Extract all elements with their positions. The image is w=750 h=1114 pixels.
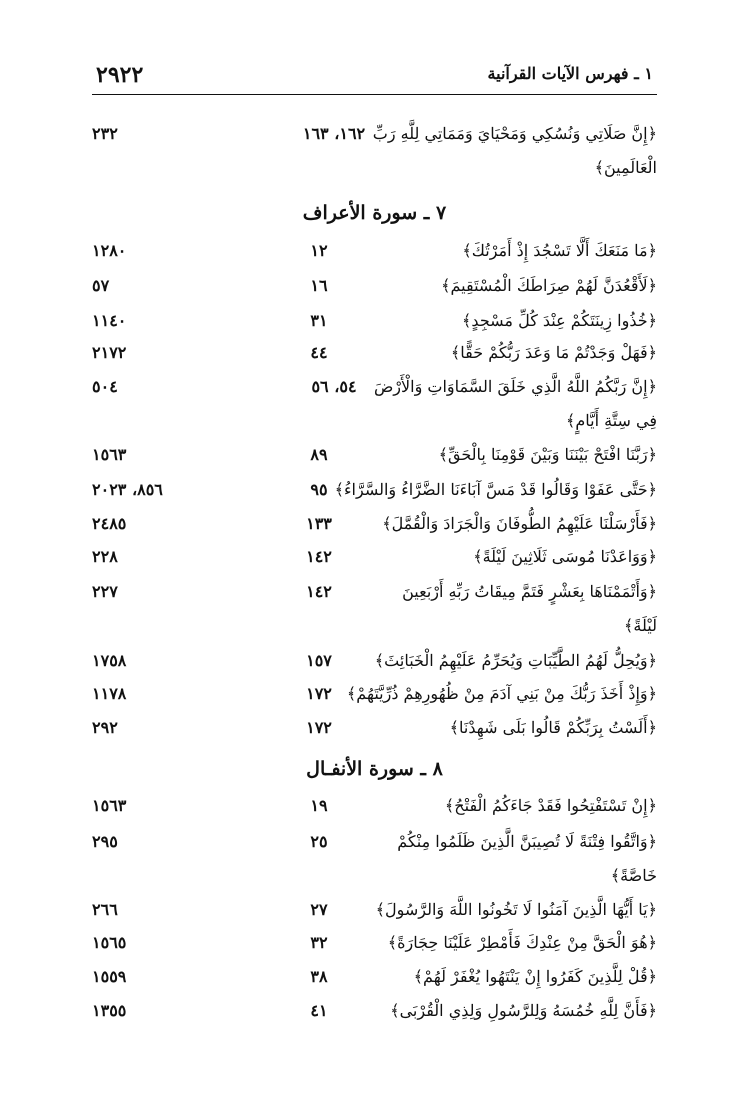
verse-text: ﴿مَا مَنَعَكَ أَلَّا تَسْجُدَ إِذْ أَمَرْتُكَ﴾: [462, 241, 657, 260]
verse-text: ﴿إِنْ تَسْتَفْتِحُوا فَقَدْ جَاءَكُمُ الْفَتْحُ﴾: [444, 796, 657, 815]
page-reference: ٥٠٤: [92, 377, 118, 396]
page-reference: ٢١٧٢: [92, 343, 127, 362]
ayah-number: ١٦: [310, 276, 328, 295]
verse-text: ﴿فَأَنَّ لِلَّهِ خُمُسَهُ وَلِلرَّسُولِ وَلِذِي الْقُرْبَى﴾: [390, 1001, 657, 1020]
page-reference: ٨٥٦، ٢٠٢٣: [92, 480, 163, 499]
surah-title: ٧ ـ سورة الأعراف: [302, 202, 447, 224]
ayah-number: ١٤٢: [306, 547, 332, 566]
index-entry: [92, 575, 657, 645]
verse-text: ﴿وَأَتْمَمْنَاهَا بِعَشْرٍ فَتَمَّ مِيقَاتُ رَبِّهِ أَرْبَعِينَ لَيْلَةً﴾: [402, 582, 657, 635]
page-reference: ١٧٥٨: [92, 651, 127, 670]
page-reference: ٢٤٨٥: [92, 514, 127, 533]
ayah-number: ٣٢: [310, 933, 328, 952]
ayah-number: ١٩: [310, 796, 328, 815]
verse-text: ﴿وَاتَّقُوا فِتْنَةً لَا تُصِيبَنَّ الَّذِينَ ظَلَمُوا مِنْكُمْ خَاصَّةً﴾: [397, 832, 657, 885]
index-entry: [92, 825, 657, 895]
verse-text: ﴿وَإِذْ أَخَذَ رَبُّكَ مِنْ بَنِي آدَمَ مِنْ ظُهُورِهِمْ ذُرِّيَّتَهُمْ﴾: [346, 684, 657, 703]
page-number: ٢٩٢٢: [96, 62, 144, 88]
page-reference: ١٢٨٠: [92, 241, 127, 260]
running-title: ١ ـ فهرس الآيات القرآنية: [487, 64, 653, 83]
page-reference: ١٥٦٣: [92, 445, 127, 464]
verse-text: ﴿أَلَسْتُ بِرَبِّكُمْ قَالُوا بَلَى شَهِدْنَا﴾: [449, 718, 657, 737]
ayah-number: ٨٩: [310, 445, 328, 464]
page-reference: ١١٧٨: [92, 684, 127, 703]
verse-text: ﴿إِنَّ صَلَاتِي وَنُسُكِي وَمَحْيَايَ وَمَمَاتِي لِلَّهِ رَبِّ الْعَالَمِينَ﴾: [372, 124, 657, 177]
page-header: [92, 58, 657, 95]
page-reference: ٢٩٢: [92, 718, 118, 737]
page-reference: ١١٤٠: [92, 311, 127, 330]
page-reference: ٢٦٦: [92, 900, 118, 919]
verse-text: ﴿رَبَّنَا افْتَحْ بَيْنَنَا وَبَيْنَ قَوْمِنَا بِالْحَقِّ﴾: [438, 445, 657, 464]
ayah-number: ١٦٢، ١٦٣: [302, 124, 366, 143]
verse-text: ﴿فَهَلْ وَجَدْتُمْ مَا وَعَدَ رَبُّكُمْ حَقًّا﴾: [450, 343, 657, 362]
verse-text: ﴿وَيُحِلُّ لَهُمُ الطَّيِّبَاتِ وَيُحَرِّمُ عَلَيْهِمُ الْخَبَائِثَ﴾: [374, 651, 657, 670]
verse-text: ﴿خُذُوا زِينَتَكُمْ عِنْدَ كُلِّ مَسْجِدٍ﴾: [462, 311, 657, 330]
ayah-number: ٤١: [310, 1001, 328, 1020]
verse-text: ﴿لَأَقْعُدَنَّ لَهُمْ صِرَاطَكَ الْمُسْتَقِيمَ﴾: [441, 276, 657, 295]
ayah-number: ١٢: [310, 241, 328, 260]
verse-text: ﴿وَوَاعَدْنَا مُوسَى ثَلَاثِينَ لَيْلَةً﴾: [473, 547, 657, 566]
verse-text: ﴿فَأَرْسَلْنَا عَلَيْهِمُ الطُّوفَانَ وَالْجَرَادَ وَالْقُمَّلَ﴾: [382, 514, 657, 533]
ayah-number: ٤٤: [310, 343, 328, 362]
verse-text: ﴿حَتَّى عَفَوْا وَقَالُوا قَدْ مَسَّ آبَاءَنَا الضَّرَّاءُ وَالسَّرَّاءُ﴾: [334, 480, 657, 499]
verse-text: ﴿يَا أَيُّهَا الَّذِينَ آمَنُوا لَا تَخُونُوا اللَّهَ وَالرَّسُولَ﴾: [375, 900, 657, 919]
verse-text: ﴿هُوَ الْحَقَّ مِنْ عِنْدِكَ فَأَمْطِرْ عَلَيْنَا حِجَارَةً﴾: [387, 933, 657, 952]
ayah-number: ١٧٢: [306, 684, 332, 703]
verse-text: ﴿إِنَّ رَبَّكُمُ اللَّهُ الَّذِي خَلَقَ السَّمَاوَاتِ وَالْأَرْضَ فِي سِتَّةِ أَيَّامٍ﴾: [373, 377, 657, 430]
page-reference: ٢٢٧: [92, 582, 118, 601]
ayah-number: ٢٥: [310, 832, 328, 851]
page-reference: ١٣٥٥: [92, 1001, 127, 1020]
page-reference: ٥٧: [92, 276, 110, 295]
ayah-number: ٣١: [310, 311, 328, 330]
page-reference: ١٥٥٩: [92, 967, 127, 986]
ayah-number: ٢٧: [310, 900, 328, 919]
ayah-number: ١٣٣: [306, 514, 332, 533]
page-reference: ١٥٦٥: [92, 933, 127, 952]
ayah-number: ٩٥: [310, 480, 328, 499]
ayah-number: ١٤٢: [306, 582, 332, 601]
ayah-number: ٥٤، ٥٦: [311, 377, 357, 396]
ayah-number: ٣٨: [310, 967, 328, 986]
verse-text: ﴿قُلْ لِلَّذِينَ كَفَرُوا إِنْ يَنْتَهُوا يُغْفَرْ لَهُمْ﴾: [413, 967, 657, 986]
ayah-number: ١٥٧: [306, 651, 332, 670]
page-reference: ١٥٦٣: [92, 796, 127, 815]
ayah-number: ١٧٢: [306, 718, 332, 737]
page-reference: ٢٢٨: [92, 547, 118, 566]
index-entry: [92, 370, 657, 440]
page-reference: ٢٣٢: [92, 124, 118, 143]
page-reference: ٢٩٥: [92, 832, 118, 851]
surah-title: ٨ ـ سورة الأنفـال: [306, 758, 443, 780]
index-entry: [92, 117, 657, 187]
